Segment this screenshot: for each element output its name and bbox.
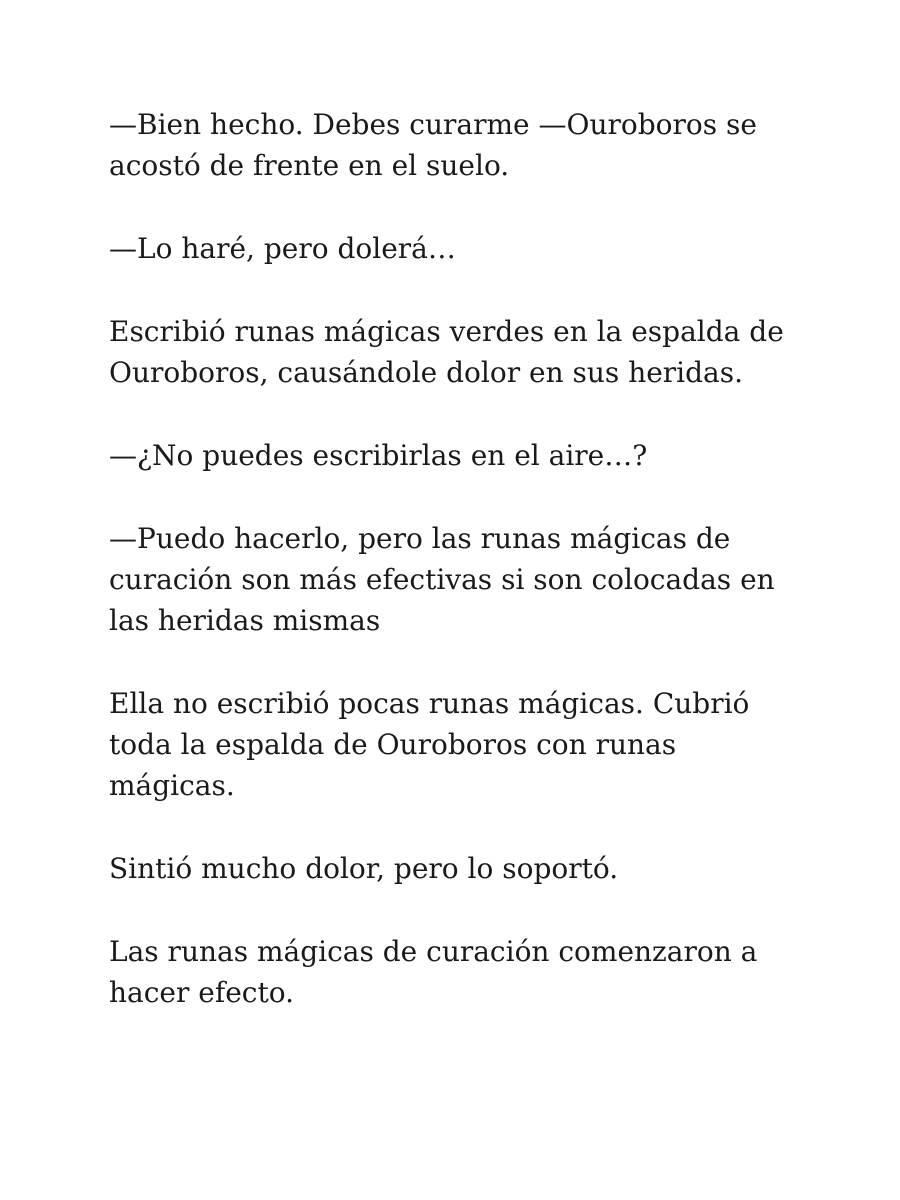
paragraph-4: —¿No puedes escribirlas en el aire…? xyxy=(109,439,648,472)
paragraph-5: —Puedo hacerlo, pero las runas mágicas de curación son más efectivas si son colocadas en las heridas mismas xyxy=(109,522,775,637)
paragraph-1: —Bien hecho. Debes curarme —Ouroboros se acostó de frente en el suelo. xyxy=(109,108,757,182)
paragraph-8: Las runas mágicas de curación comenzaron a hacer efecto. xyxy=(109,935,758,1009)
paragraph-6: Ella no escribió pocas runas mágicas. Cubrió toda la espalda de Ouroboros con runas mágicas. xyxy=(109,687,750,802)
paragraph-3: Escribió runas mágicas verdes en la espalda de Ouroboros, causándole dolor en sus heridas. xyxy=(109,315,784,389)
paragraph-2: —Lo haré, pero dolerá… xyxy=(109,232,456,265)
paragraph-7: Sintió mucho dolor, pero lo soportó. xyxy=(109,852,619,885)
